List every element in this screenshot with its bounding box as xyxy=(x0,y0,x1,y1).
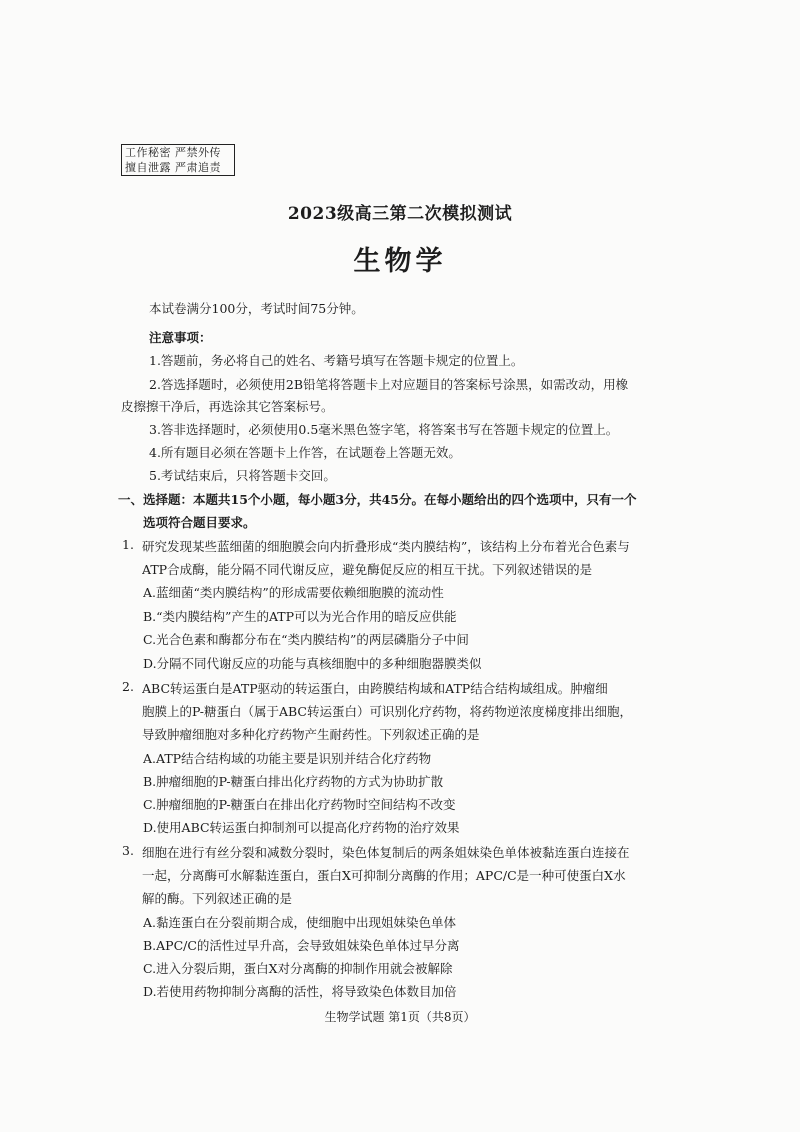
option-d: D.分隔不同代谢反应的功能与真核细胞中的多种细胞器膜类似 xyxy=(143,656,482,671)
section-heading-continued: 选项符合题目要求。 xyxy=(143,515,256,530)
question-stem-line: ATP合成酶，能分隔不同代谢反应，避免酶促反应的相互干扰。下列叙述错误的是 xyxy=(142,562,593,577)
notice-item: 4.所有题目必须在答题卡上作答，在试题卷上答题无效。 xyxy=(149,445,461,460)
notice-item: 1.答题前，务必将自己的姓名、考籍号填写在答题卡规定的位置上。 xyxy=(149,353,524,368)
question-number: 2. xyxy=(122,679,134,694)
notice-item: 3.答非选择题时，必须使用0.5毫米黑色签字笔，将答案书写在答题卡规定的位置上。 xyxy=(149,422,619,437)
exam-title: 2023级高三第二次模拟测试 xyxy=(287,204,513,224)
confidential-stamp xyxy=(121,144,235,176)
option-a: A.ATP结合结构域的功能主要是识别并结合化疗药物 xyxy=(143,751,432,766)
notice-item: 2.答选择题时，必须使用2B铅笔将答题卡上对应题目的答案标号涂黑，如需改动，用橡 xyxy=(149,377,629,392)
option-c: C.光合色素和酶都分布在“类内膜结构”的两层磷脂分子中间 xyxy=(143,632,469,647)
question-stem-line: 一起，分离酶可水解黏连蛋白，蛋白X可抑制分离酶的作用；APC/C是一种可使蛋白X水 xyxy=(142,868,626,883)
option-c: C.进入分裂后期，蛋白X对分离酶的抑制作用就会被解除 xyxy=(143,961,453,976)
question-stem-line: 解的酶。下列叙述正确的是 xyxy=(142,891,293,906)
option-a: A.蓝细菌“类内膜结构”的形成需要依赖细胞膜的流动性 xyxy=(143,585,444,600)
option-d: D.使用ABC转运蛋白抑制剂可以提高化疗药物的治疗效果 xyxy=(143,820,460,835)
notice-item-continued: 皮擦擦干净后，再选涂其它答案标号。 xyxy=(121,399,334,414)
question-stem-line: 导致肿瘤细胞对多种化疗药物产生耐药性。下列叙述正确的是 xyxy=(142,727,480,742)
option-a: A.黏连蛋白在分裂前期合成，使细胞中出现姐妹染色单体 xyxy=(143,915,457,930)
notice-heading: 注意事项： xyxy=(149,330,212,345)
question-stem-line: ABC转运蛋白是ATP驱动的转运蛋白，由跨膜结构域和ATP结合结构域组成。肿瘤细 xyxy=(142,681,608,696)
question-number: 3. xyxy=(122,843,134,858)
intro-text: 本试卷满分100分，考试时间75分钟。 xyxy=(149,301,364,316)
option-b: B.“类内膜结构”产生的ATP可以为光合作用的暗反应供能 xyxy=(143,609,457,624)
subject-title: 生物学 xyxy=(353,246,447,277)
stamp-line-2: 擅自泄露 严肃追责 xyxy=(125,161,221,174)
question-stem-line: 胞膜上的P-糖蛋白（属于ABC转运蛋白）可识别化疗药物，将药物逆浓度梯度排出细胞， xyxy=(142,704,632,719)
option-c: C.肿瘤细胞的P-糖蛋白在排出化疗药物时空间结构不改变 xyxy=(143,797,456,812)
question-number: 1. xyxy=(122,537,134,552)
question-stem-line: 细胞在进行有丝分裂和减数分裂时，染色体复制后的两条姐妹染色单体被黏连蛋白连接在 xyxy=(142,845,630,860)
page-footer: 生物学试题 第1页（共8页） xyxy=(324,1010,476,1024)
notice-item: 5.考试结束后，只将答题卡交回。 xyxy=(149,468,336,483)
option-b: B.APC/C的活性过早升高，会导致姐妹染色单体过早分离 xyxy=(143,938,460,953)
option-d: D.若使用药物抑制分离酶的活性，将导致染色体数目加倍 xyxy=(143,984,457,999)
option-b: B.肿瘤细胞的P-糖蛋白排出化疗药物的方式为协助扩散 xyxy=(143,774,444,789)
question-stem-line: 研究发现某些蓝细菌的细胞膜会向内折叠形成“类内膜结构”，该结构上分布着光合色素与 xyxy=(142,539,630,554)
stamp-line-1: 工作秘密 严禁外传 xyxy=(125,146,221,159)
section-heading: 一、选择题：本题共15个小题，每小题3分，共45分。在每小题给出的四个选项中，只有一个 xyxy=(118,492,637,507)
